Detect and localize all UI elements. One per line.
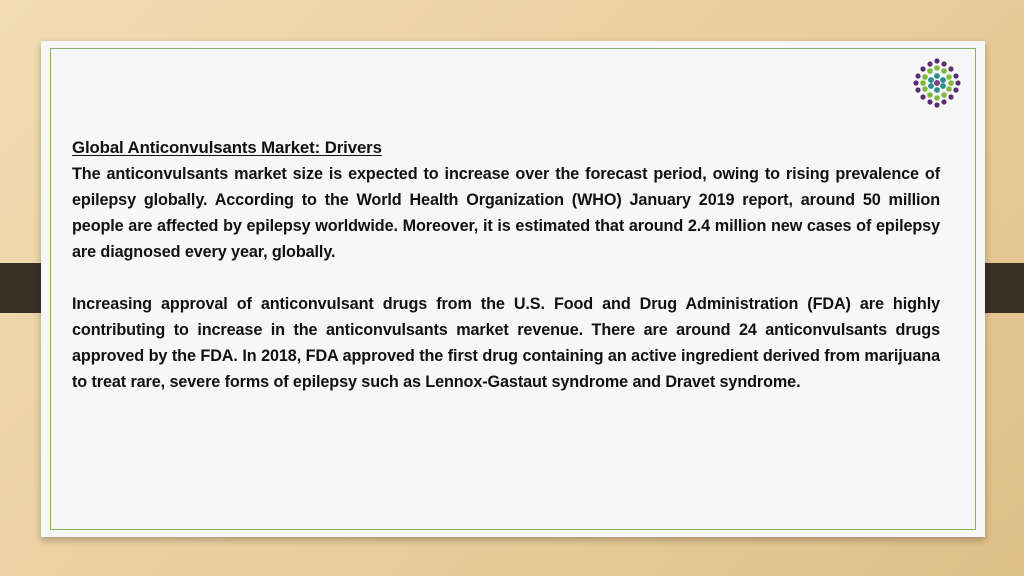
slide-content bbox=[72, 135, 940, 395]
slide-heading: Global Anticonvulsants Market: Drivers bbox=[72, 138, 382, 157]
drivers-paragraph-2: Increasing approval of anticonvulsant drugs from the U.S. Food and Drug Administration (FDA) are highly contributing to increase in the anticonvulsants market revenue. There are around 24 anticonvulsants drugs approved by the FDA. In 2018, FDA approved the first drug containing an active ingredient derived from marijuana to treat rare, severe forms of epilepsy such as Lennox-Gastaut syndrome and Dravet syndrome. bbox=[72, 295, 940, 391]
drivers-paragraph-1: The anticonvulsants market size is expected to increase over the forecast period, owing to rising prevalence of epilepsy globally. According to the World Health Organization (WHO) January 2019 report, around 50 million people are affected by epilepsy worldwide. Moreover, it is estimated that around 2.4 million new cases of epilepsy are diagnosed every year, globally. bbox=[72, 165, 940, 261]
dotted-diamond-logo-icon bbox=[912, 58, 962, 108]
